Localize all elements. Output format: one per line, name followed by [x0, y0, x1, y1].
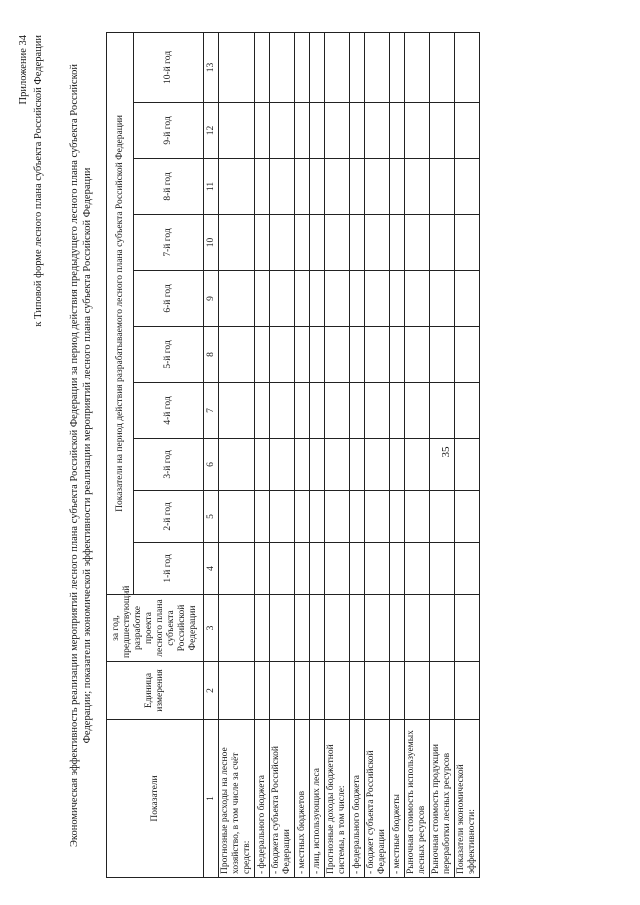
empty-cell: [430, 159, 455, 215]
empty-cell: [455, 595, 480, 662]
empty-cell: [255, 662, 270, 720]
empty-cell: [430, 543, 455, 595]
empty-cell: [350, 32, 365, 102]
empty-cell: [365, 439, 390, 491]
empty-cell: [219, 439, 255, 491]
empty-cell: [430, 32, 455, 102]
empty-cell: [310, 271, 325, 327]
empty-cell: [455, 439, 480, 491]
empty-cell: [255, 103, 270, 159]
empty-cell: [219, 327, 255, 383]
header-year-9: 9-й год: [134, 103, 204, 159]
empty-cell: [255, 491, 270, 543]
empty-cell: [390, 595, 405, 662]
header-indicators: Показатели: [107, 720, 204, 878]
empty-cell: [310, 662, 325, 720]
empty-cell: [270, 327, 295, 383]
header-year-6: 6-й год: [134, 271, 204, 327]
empty-cell: [270, 383, 295, 439]
row-label: - федерального бюджета: [255, 720, 270, 878]
empty-cell: [295, 383, 310, 439]
empty-cell: [405, 327, 430, 383]
empty-cell: [405, 491, 430, 543]
row-label: - бюджета субъекта Российской Федерации: [270, 720, 295, 878]
empty-cell: [325, 271, 350, 327]
header-year-7: 7-й год: [134, 215, 204, 271]
empty-cell: [295, 103, 310, 159]
column-number-7: 7: [204, 383, 219, 439]
empty-cell: [255, 327, 270, 383]
empty-cell: [325, 327, 350, 383]
empty-cell: [255, 383, 270, 439]
empty-cell: [295, 595, 310, 662]
empty-cell: [255, 215, 270, 271]
empty-cell: [350, 439, 365, 491]
empty-cell: [310, 543, 325, 595]
empty-cell: [455, 491, 480, 543]
empty-cell: [310, 32, 325, 102]
row-label: Прогнозные доходы бюджетной системы, в том числе:: [325, 720, 350, 878]
row-label: - бюджет субъекта Российской Федерации: [365, 720, 390, 878]
empty-cell: [405, 543, 430, 595]
row-label: Рыночная стоимость продукции переработки лесных ресурсов: [430, 720, 455, 878]
empty-cell: [405, 383, 430, 439]
empty-cell: [390, 662, 405, 720]
empty-cell: [455, 543, 480, 595]
empty-cell: [365, 32, 390, 102]
empty-cell: [270, 439, 295, 491]
empty-cell: [325, 32, 350, 102]
table-row: [430, 32, 455, 877]
empty-cell: [219, 271, 255, 327]
empty-cell: [365, 491, 390, 543]
empty-cell: [270, 159, 295, 215]
column-number-11: 11: [204, 159, 219, 215]
empty-cell: [455, 662, 480, 720]
header-year-4: 4-й год: [134, 383, 204, 439]
empty-cell: [365, 327, 390, 383]
empty-cell: [390, 439, 405, 491]
table-row: [325, 32, 350, 877]
empty-cell: [350, 271, 365, 327]
empty-cell: [390, 543, 405, 595]
table-row: [310, 32, 325, 877]
empty-cell: [325, 491, 350, 543]
empty-cell: [295, 543, 310, 595]
empty-cell: [365, 383, 390, 439]
empty-cell: [390, 327, 405, 383]
empty-cell: [310, 159, 325, 215]
column-number-12: 12: [204, 103, 219, 159]
column-number-1: 1: [204, 720, 219, 878]
empty-cell: [430, 215, 455, 271]
empty-cell: [390, 215, 405, 271]
page-number: 35: [440, 446, 452, 458]
empty-cell: [255, 32, 270, 102]
empty-cell: [325, 103, 350, 159]
empty-cell: [310, 383, 325, 439]
empty-cell: [219, 383, 255, 439]
table-row: [405, 32, 430, 877]
empty-cell: [455, 271, 480, 327]
empty-cell: [365, 215, 390, 271]
empty-cell: [255, 439, 270, 491]
empty-cell: [365, 595, 390, 662]
empty-cell: [365, 543, 390, 595]
empty-cell: [295, 491, 310, 543]
empty-cell: [405, 215, 430, 271]
empty-cell: [295, 439, 310, 491]
column-number-6: 6: [204, 439, 219, 491]
empty-cell: [325, 439, 350, 491]
header-year-2: 2-й год: [134, 491, 204, 543]
empty-cell: [310, 103, 325, 159]
empty-cell: [310, 439, 325, 491]
empty-cell: [455, 383, 480, 439]
empty-cell: [270, 215, 295, 271]
header-year-5: 5-й год: [134, 327, 204, 383]
row-label: - лиц, использующих леса: [310, 720, 325, 878]
empty-cell: [310, 595, 325, 662]
empty-cell: [295, 32, 310, 102]
appendix-number: Приложение 34: [18, 35, 29, 105]
empty-cell: [365, 103, 390, 159]
row-label: - местные бюджеты: [390, 720, 405, 878]
empty-cell: [430, 595, 455, 662]
empty-cell: [405, 662, 430, 720]
empty-cell: [219, 491, 255, 543]
empty-cell: [255, 595, 270, 662]
empty-cell: [219, 662, 255, 720]
empty-cell: [325, 159, 350, 215]
column-number-13: 13: [204, 32, 219, 102]
row-label: Показатели экономической эффективности:: [455, 720, 480, 878]
header-year-8: 8-й год: [134, 159, 204, 215]
empty-cell: [405, 595, 430, 662]
rotated-page-content: [16, 33, 616, 878]
empty-cell: [390, 383, 405, 439]
column-number-8: 8: [204, 327, 219, 383]
empty-cell: [365, 662, 390, 720]
table-row: [365, 32, 390, 877]
empty-cell: [219, 543, 255, 595]
empty-cell: [405, 439, 430, 491]
column-number-2: 2: [204, 662, 219, 720]
empty-cell: [270, 662, 295, 720]
empty-cell: [350, 595, 365, 662]
empty-cell: [390, 491, 405, 543]
empty-cell: [219, 103, 255, 159]
table-row: [350, 32, 365, 877]
empty-cell: [255, 159, 270, 215]
empty-cell: [350, 103, 365, 159]
empty-cell: [325, 543, 350, 595]
empty-cell: [350, 159, 365, 215]
column-number-10: 10: [204, 215, 219, 271]
appendix-reference: к Типовой форме лесного плана субъекта Российской Федерации: [33, 35, 44, 327]
empty-cell: [219, 215, 255, 271]
empty-cell: [350, 491, 365, 543]
empty-cell: [325, 215, 350, 271]
empty-cell: [405, 103, 430, 159]
table-row: [255, 32, 270, 877]
empty-cell: [455, 103, 480, 159]
empty-cell: [310, 327, 325, 383]
header-period: Показатели на период действия разрабатываемого лесного плана субъекта Российской Федерации: [107, 32, 134, 594]
table-row: [219, 32, 255, 877]
column-number-5: 5: [204, 491, 219, 543]
header-year-10: 10-й год: [134, 32, 204, 102]
empty-cell: [430, 271, 455, 327]
empty-cell: [430, 383, 455, 439]
empty-cell: [295, 662, 310, 720]
row-label: - местных бюджетов: [295, 720, 310, 878]
column-number-9: 9: [204, 271, 219, 327]
empty-cell: [430, 662, 455, 720]
empty-cell: [219, 32, 255, 102]
table-row: [455, 32, 480, 877]
column-number-4: 4: [204, 543, 219, 595]
header-unit: Единица измерения: [107, 662, 204, 720]
table-row: [295, 32, 310, 877]
appendix-header: [16, 35, 46, 327]
empty-cell: [350, 662, 365, 720]
empty-cell: [310, 215, 325, 271]
table-row: [390, 32, 405, 877]
empty-cell: [270, 595, 295, 662]
empty-cell: [430, 491, 455, 543]
header-year-1: 1-й год: [134, 543, 204, 595]
table-title-line-2: Федерации; показатели экономической эффективности реализации мероприятий лесного плана субъекта Российской Федерации: [82, 167, 93, 744]
empty-cell: [219, 159, 255, 215]
empty-cell: [430, 439, 455, 491]
empty-cell: [325, 595, 350, 662]
empty-cell: [455, 159, 480, 215]
empty-cell: [365, 159, 390, 215]
efficiency-table: [106, 32, 480, 878]
empty-cell: [405, 271, 430, 327]
empty-cell: [270, 543, 295, 595]
row-label: - федерального бюджета: [350, 720, 365, 878]
empty-cell: [270, 32, 295, 102]
table-row: [270, 32, 295, 877]
empty-cell: [350, 383, 365, 439]
empty-cell: [255, 271, 270, 327]
header-year-3: 3-й год: [134, 439, 204, 491]
empty-cell: [270, 271, 295, 327]
row-label: Прогнозные расходы на лесное хозяйство, в том числе за счёт средств:: [219, 720, 255, 878]
empty-cell: [455, 215, 480, 271]
empty-cell: [365, 271, 390, 327]
empty-cell: [390, 159, 405, 215]
empty-cell: [455, 327, 480, 383]
empty-cell: [295, 215, 310, 271]
empty-cell: [455, 32, 480, 102]
empty-cell: [350, 543, 365, 595]
empty-cell: [295, 271, 310, 327]
empty-cell: [350, 215, 365, 271]
empty-cell: [390, 103, 405, 159]
empty-cell: [430, 103, 455, 159]
empty-cell: [310, 491, 325, 543]
row-label: Рыночная стоимость используемых лесных ресурсов: [405, 720, 430, 878]
table-title: [68, 33, 94, 878]
empty-cell: [350, 327, 365, 383]
empty-cell: [270, 491, 295, 543]
column-number-3: 3: [204, 595, 219, 662]
empty-cell: [325, 662, 350, 720]
empty-cell: [430, 327, 455, 383]
empty-cell: [390, 32, 405, 102]
empty-cell: [295, 159, 310, 215]
empty-cell: [295, 327, 310, 383]
header-prev-year: за год, предшествующий разработке проекта лесного плана субъекта Российской Федерации: [107, 595, 204, 662]
table-title-line-1: Экономическая эффективность реализации мероприятий лесного плана субъекта Российской Федерации за период действия предыдущего лесного плана субъекта Российской: [69, 63, 80, 848]
empty-cell: [390, 271, 405, 327]
empty-cell: [405, 32, 430, 102]
empty-cell: [270, 103, 295, 159]
empty-cell: [255, 543, 270, 595]
empty-cell: [325, 383, 350, 439]
empty-cell: [219, 595, 255, 662]
empty-cell: [405, 159, 430, 215]
